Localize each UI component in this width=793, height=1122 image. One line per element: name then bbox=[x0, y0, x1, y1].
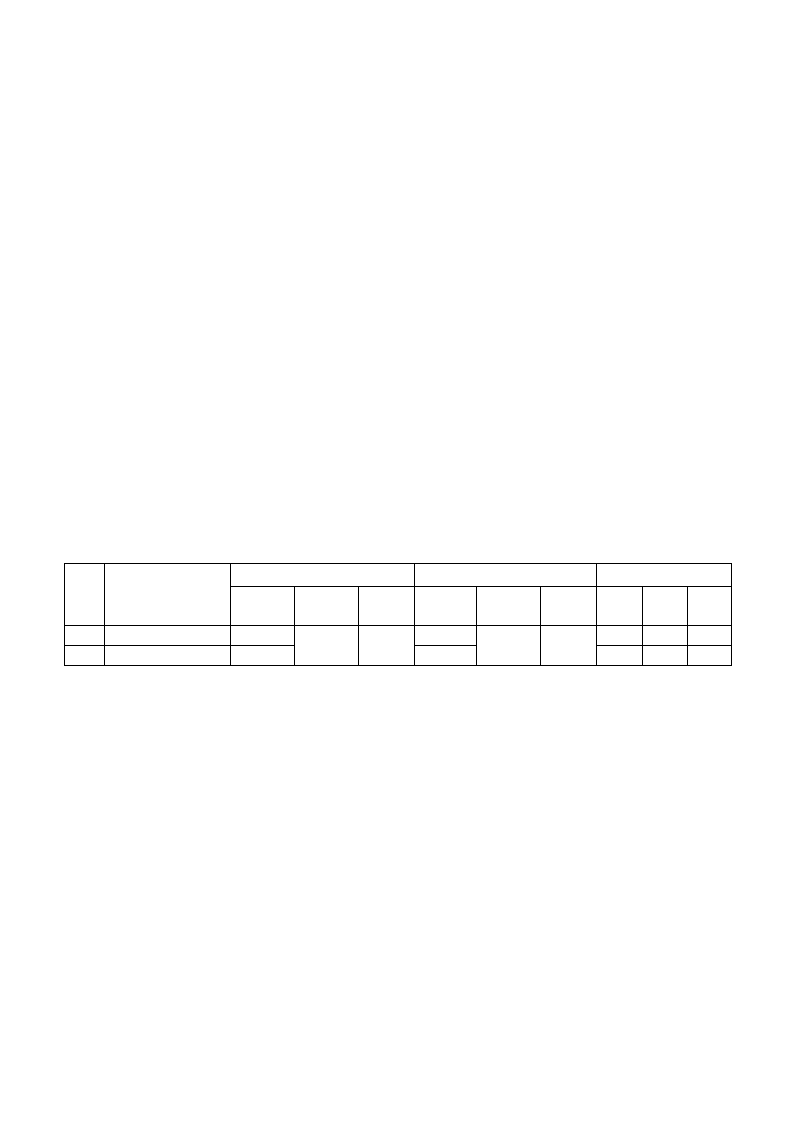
header-rate bbox=[359, 587, 415, 626]
table-row bbox=[65, 626, 732, 646]
row-no bbox=[65, 626, 105, 646]
cell-value bbox=[295, 626, 359, 666]
cell-value bbox=[477, 626, 541, 666]
header-budget bbox=[415, 587, 477, 626]
cell-value bbox=[597, 646, 643, 666]
header-row-1 bbox=[65, 564, 732, 587]
header-central bbox=[231, 564, 415, 587]
cell-value bbox=[643, 626, 688, 646]
cell-value bbox=[231, 646, 295, 666]
header-budget-short bbox=[597, 587, 643, 626]
cell-value bbox=[415, 626, 477, 646]
row-name bbox=[105, 646, 231, 666]
header-local bbox=[597, 564, 732, 587]
cell-value bbox=[415, 646, 477, 666]
row-name bbox=[105, 626, 231, 646]
header-no bbox=[65, 564, 105, 626]
header-rate bbox=[688, 587, 732, 626]
row-no bbox=[65, 646, 105, 666]
header-region bbox=[415, 564, 597, 587]
merged-rows bbox=[65, 626, 732, 666]
cell-value bbox=[231, 626, 295, 646]
header-budget bbox=[231, 587, 295, 626]
cell-value bbox=[643, 646, 688, 666]
cell-value bbox=[688, 626, 732, 646]
cell-value bbox=[541, 626, 597, 666]
header-exec bbox=[477, 587, 541, 626]
cell-value bbox=[359, 626, 415, 666]
header-name bbox=[105, 564, 231, 626]
header-exec bbox=[295, 587, 359, 626]
header-rate bbox=[541, 587, 597, 626]
cell-value bbox=[597, 626, 643, 646]
header-exec-short bbox=[643, 587, 688, 626]
cell-value bbox=[688, 646, 732, 666]
high-school-aid-table bbox=[64, 563, 732, 666]
